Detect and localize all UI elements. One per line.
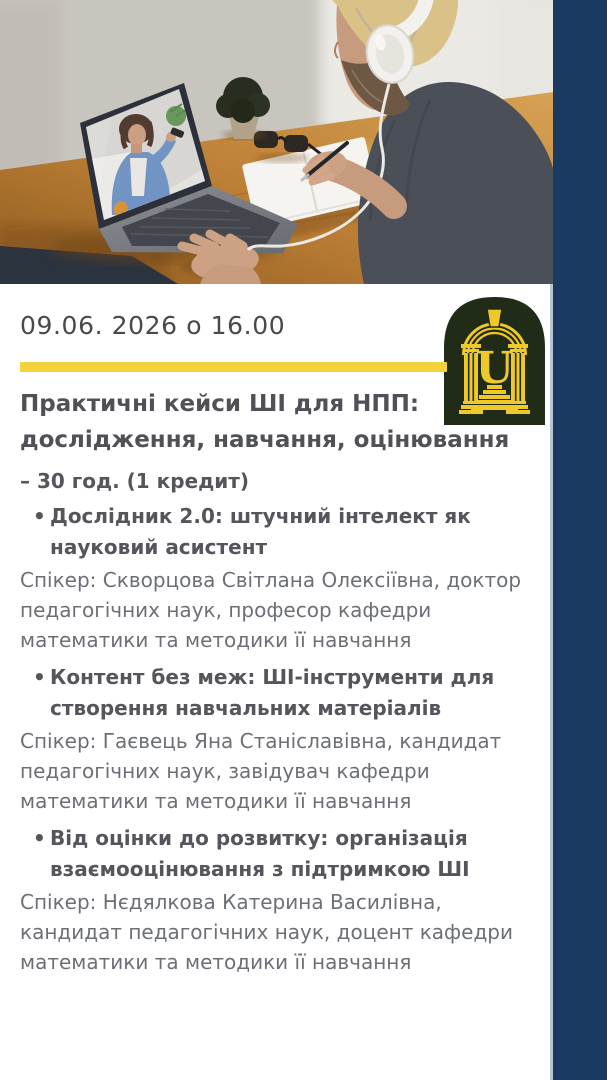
session-speaker: Спікер: Скворцова Світлана Олексіївна, доктор педагогічних наук, професор кафедри математики та методики її навчання	[20, 568, 522, 652]
right-accent-stripe	[550, 0, 607, 1080]
session-topic: • Від оцінки до розвитку: організація взаємооцінювання з підтримкою ШІ	[20, 823, 541, 885]
logo-letter: U	[475, 343, 514, 394]
hero-photo	[0, 0, 553, 284]
session-topic: • Контент без меж: ШІ-інструменти для створення навчальних матеріалів	[20, 662, 541, 724]
session-item	[20, 662, 541, 816]
session-speaker: Спікер: Гаєвець Яна Станіславівна, кандидат педагогічних наук, завідувач кафедри математики та методики її навчання	[20, 729, 502, 813]
session-speaker: Спікер: Нєдялкова Катерина Василівна, кандидат педагогічних наук, доцент кафедри математики та методики її навчання	[20, 890, 513, 974]
yellow-divider	[20, 362, 447, 372]
poster-content	[20, 311, 541, 977]
course-duration: – 30 год. (1 кредит)	[20, 469, 250, 493]
session-item	[20, 823, 541, 977]
wall-shade-left	[0, 0, 60, 190]
event-title-line-2: дослідження, навчання, оцінювання	[20, 427, 510, 453]
event-title-line-1: Практичні кейси ШІ для НПП:	[20, 391, 420, 417]
session-topic: • Дослідник 2.0: штучний інтелект як науковий асистент	[20, 501, 541, 563]
event-title	[20, 386, 541, 458]
session-item	[20, 501, 541, 655]
event-datetime: 09.06. 2026 о 16.00	[20, 311, 286, 340]
